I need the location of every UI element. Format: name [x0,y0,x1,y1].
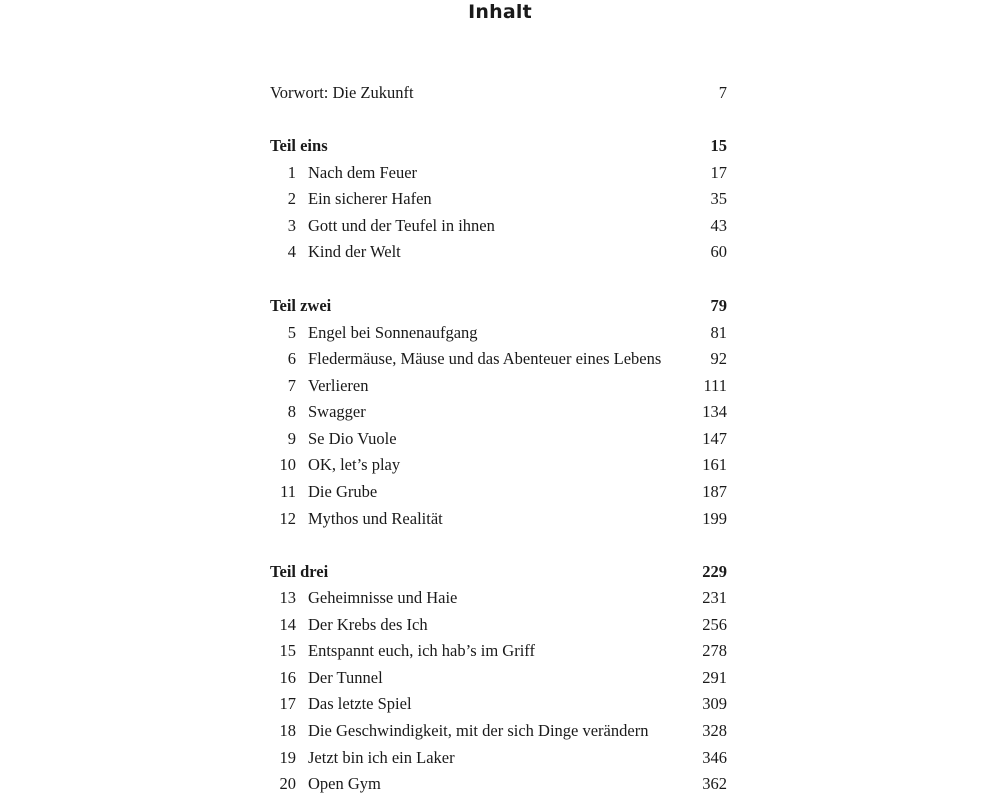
chapter-number: 16 [279,668,296,687]
toc-chapter-14[interactable] [270,612,727,638]
toc-page-number: 346 [702,748,727,767]
toc-part-label: Teil drei [270,562,329,581]
toc-page-number: 35 [710,189,727,208]
chapter-number: 14 [279,615,296,634]
toc-page-number: 81 [710,323,727,342]
chapter-number: 6 [287,349,296,368]
chapter-title: Gott und der Teufel in ihnen [308,216,495,235]
toc-page-number: 161 [702,455,727,474]
toc-part-heading-2[interactable] [270,293,727,319]
chapter-title: Verlieren [308,376,369,395]
chapter-title: Die Grube [308,482,378,501]
toc-page-number: 199 [702,509,727,528]
chapter-number: 7 [287,376,296,395]
chapter-title: Swagger [308,402,366,421]
chapter-number: 18 [279,721,296,740]
toc-page-number: 309 [702,694,727,713]
chapter-title: Der Tunnel [308,668,383,687]
toc-part-label: Teil eins [270,136,328,155]
toc-chapter-1[interactable] [270,160,727,186]
toc-page-number: 291 [702,668,727,687]
chapter-number: 1 [287,163,296,182]
chapter-title: Se Dio Vuole [308,429,397,448]
chapter-number: 8 [287,402,296,421]
chapter-number: 20 [279,774,296,793]
chapter-title: Jetzt bin ich ein Laker [308,748,455,767]
toc-chapter-15[interactable] [270,638,727,664]
toc-chapter-18[interactable] [270,718,727,744]
toc-part-heading-3[interactable] [270,559,727,585]
toc-chapter-3[interactable] [270,213,727,239]
chapter-title: Kind der Welt [308,242,401,261]
toc-page-number: 111 [703,376,727,395]
chapter-number: 15 [279,641,296,660]
toc-chapter-6[interactable] [270,346,727,372]
chapter-title: Mythos und Realität [308,509,443,528]
toc-chapter-19[interactable] [270,745,727,771]
toc-page-number: 328 [702,721,727,740]
toc-chapter-5[interactable] [270,320,727,346]
chapter-title: Fledermäuse, Mäuse und das Abenteuer eines Lebens [308,349,662,368]
toc-page-number: 43 [710,216,727,235]
chapter-title: Das letzte Spiel [308,694,412,713]
page-title: Inhalt [468,1,532,23]
chapter-number: 10 [279,455,296,474]
chapter-title: Der Krebs des Ich [308,615,428,634]
toc-entry-foreword[interactable] [270,80,727,106]
toc-chapter-10[interactable] [270,452,727,478]
chapter-title: Engel bei Sonnenaufgang [308,323,478,342]
toc-page-number: 17 [710,163,727,182]
chapter-number: 12 [279,509,296,528]
chapter-number: 2 [287,189,296,208]
chapter-title: Die Geschwindigkeit, mit der sich Dinge verändern [308,721,649,740]
toc-page-number: 92 [710,349,727,368]
toc-chapter-4[interactable] [270,239,727,265]
toc-page-number: 147 [702,429,727,448]
toc-page-number: 256 [702,615,727,634]
toc-page-number: 134 [702,402,727,421]
chapter-number: 17 [279,694,296,713]
toc-page-number: 187 [702,482,727,501]
chapter-title: Nach dem Feuer [308,163,418,182]
toc-page-number: 229 [702,562,727,581]
toc-chapter-7[interactable] [270,373,727,399]
chapter-title: Open Gym [308,774,381,793]
chapter-number: 4 [287,242,296,261]
chapter-title: OK, let’s play [308,455,401,474]
chapter-number: 13 [279,588,296,607]
chapter-title: Entspannt euch, ich hab’s im Griff [308,641,535,660]
toc-chapter-9[interactable] [270,426,727,452]
chapter-title: Geheimnisse und Haie [308,588,458,607]
toc-page-number: 79 [710,296,727,315]
toc-page-number: 7 [718,83,727,102]
toc-chapter-12[interactable] [270,506,727,532]
chapter-number: 19 [279,748,296,767]
toc-page-number: 278 [702,641,727,660]
chapter-number: 5 [287,323,296,342]
toc-page-number: 362 [702,774,727,793]
toc-chapter-20[interactable] [270,771,727,797]
chapter-number: 9 [287,429,296,448]
toc-chapter-8[interactable] [270,399,727,425]
toc-part-heading-1[interactable] [270,133,727,159]
toc-page-number: 231 [702,588,727,607]
chapter-title: Ein sicherer Hafen [308,189,432,208]
toc-entry-label: Vorwort: Die Zukunft [270,83,414,102]
toc-chapter-11[interactable] [270,479,727,505]
toc-part-label: Teil zwei [270,296,332,315]
chapter-number: 3 [287,216,296,235]
toc-page-number: 15 [710,136,727,155]
toc-chapter-17[interactable] [270,691,727,717]
toc-chapter-13[interactable] [270,585,727,611]
toc-page-number: 60 [710,242,727,261]
toc-chapter-16[interactable] [270,665,727,691]
toc-chapter-2[interactable] [270,186,727,212]
chapter-number: 11 [280,482,296,501]
